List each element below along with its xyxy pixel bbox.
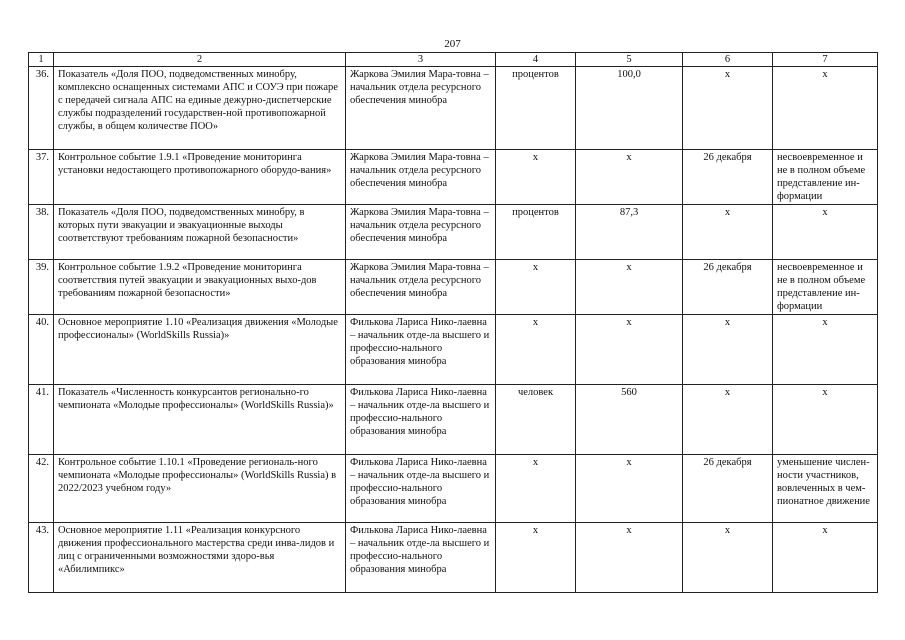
responsible-cell: Жаркова Эмилия Мара-товна – начальник отдела ресурсного обеспечения минобра <box>346 205 496 260</box>
header-cell: 3 <box>346 53 496 67</box>
unit-cell: процентов <box>496 67 576 150</box>
date-cell: 26 декабря <box>683 455 773 523</box>
responsible-cell: Жаркова Эмилия Мара-товна – начальник отдела ресурсного обеспечения минобра <box>346 150 496 205</box>
value-cell: х <box>576 455 683 523</box>
date-cell: х <box>683 205 773 260</box>
unit-cell: х <box>496 260 576 315</box>
table-row <box>29 455 878 523</box>
table-row <box>29 150 878 205</box>
description-cell: Показатель «Численность конкурсантов регионально-го чемпионата «Молодые профессионалы» (WorldSkills Russia)» <box>54 385 346 455</box>
unit-cell: х <box>496 455 576 523</box>
risk-cell: х <box>773 385 878 455</box>
date-cell: х <box>683 315 773 385</box>
unit-cell: человек <box>496 385 576 455</box>
risk-cell: х <box>773 523 878 593</box>
plan-table <box>28 52 878 593</box>
value-cell: 87,3 <box>576 205 683 260</box>
row-number-cell: 42. <box>29 455 54 523</box>
value-cell: 560 <box>576 385 683 455</box>
value-cell: х <box>576 523 683 593</box>
value-cell: 100,0 <box>576 67 683 150</box>
responsible-cell: Филькова Лариса Нико-лаевна – начальник отде-ла высшего и профессио-нального образования минобра <box>346 455 496 523</box>
risk-cell: уменьшение числен-ности участников, вовлеченных в чем-пионатное движение <box>773 455 878 523</box>
table-row <box>29 523 878 593</box>
responsible-cell: Жаркова Эмилия Мара-товна – начальник отдела ресурсного обеспечения минобра <box>346 67 496 150</box>
value-cell: х <box>576 260 683 315</box>
risk-cell: х <box>773 67 878 150</box>
responsible-cell: Филькова Лариса Нико-лаевна – начальник отде-ла высшего и профессио-нального образования минобра <box>346 315 496 385</box>
date-cell: х <box>683 67 773 150</box>
header-cell: 5 <box>576 53 683 67</box>
unit-cell: х <box>496 150 576 205</box>
row-number-cell: 37. <box>29 150 54 205</box>
row-number-cell: 36. <box>29 67 54 150</box>
date-cell: х <box>683 523 773 593</box>
row-number-cell: 39. <box>29 260 54 315</box>
row-number-cell: 41. <box>29 385 54 455</box>
row-number-cell: 40. <box>29 315 54 385</box>
row-number-cell: 38. <box>29 205 54 260</box>
date-cell: 26 декабря <box>683 150 773 205</box>
table-row <box>29 385 878 455</box>
date-cell: х <box>683 385 773 455</box>
risk-cell: х <box>773 315 878 385</box>
description-cell: Показатель «Доля ПОО, подведомственных минобру, в которых пути эвакуации и эвакуационные выходы соответствуют требованиям пожарной безопасности» <box>54 205 346 260</box>
description-cell: Контрольное событие 1.9.2 «Проведение мониторинга соответствия путей эвакуации и эвакуационных выхо-дов требованиям пожарной безопасности» <box>54 260 346 315</box>
responsible-cell: Филькова Лариса Нико-лаевна – начальник отде-ла высшего и профессио-нального образования минобра <box>346 385 496 455</box>
description-cell: Основное мероприятие 1.10 «Реализация движения «Молодые профессионалы» (WorldSkills Russia)» <box>54 315 346 385</box>
description-cell: Контрольное событие 1.9.1 «Проведение мониторинга установки недостающего противопожарного оборудо-вания» <box>54 150 346 205</box>
table-row <box>29 205 878 260</box>
risk-cell: несвоевременное и не в полном объеме представление ин-формации <box>773 260 878 315</box>
description-cell: Показатель «Доля ПОО, подведомственных минобру, комплексно оснащенных системами АПС и СОУЭ при пожаре с передачей сигнала АПС на единые дежурно-диспетчерские службы подразделений государствен-ной противопожарной службы, в общем количестве ПОО» <box>54 67 346 150</box>
description-cell: Основное мероприятие 1.11 «Реализация конкурсного движения профессионального мастерства среди инва-лидов и лиц с ограниченными возможностями здоро-вья «Абилимпикс» <box>54 523 346 593</box>
risk-cell: х <box>773 205 878 260</box>
row-number-cell: 43. <box>29 523 54 593</box>
header-cell: 6 <box>683 53 773 67</box>
unit-cell: х <box>496 523 576 593</box>
table-row <box>29 315 878 385</box>
value-cell: х <box>576 150 683 205</box>
table-row <box>29 260 878 315</box>
table-row <box>29 67 878 150</box>
risk-cell: несвоевременное и не в полном объеме представление ин-формации <box>773 150 878 205</box>
header-row <box>29 53 878 67</box>
date-cell: 26 декабря <box>683 260 773 315</box>
responsible-cell: Жаркова Эмилия Мара-товна – начальник отдела ресурсного обеспечения минобра <box>346 260 496 315</box>
unit-cell: процентов <box>496 205 576 260</box>
value-cell: х <box>576 315 683 385</box>
unit-cell: х <box>496 315 576 385</box>
header-cell: 4 <box>496 53 576 67</box>
header-cell: 7 <box>773 53 878 67</box>
page-number: 207 <box>444 38 461 50</box>
description-cell: Контрольное событие 1.10.1 «Проведение региональ-ного чемпионата «Молодые профессионалы» (WorldSkills Russia) в 2022/2023 учебном году» <box>54 455 346 523</box>
header-cell: 2 <box>54 53 346 67</box>
header-cell: 1 <box>29 53 54 67</box>
responsible-cell: Филькова Лариса Нико-лаевна – начальник отде-ла высшего и профессио-нального образования минобра <box>346 523 496 593</box>
